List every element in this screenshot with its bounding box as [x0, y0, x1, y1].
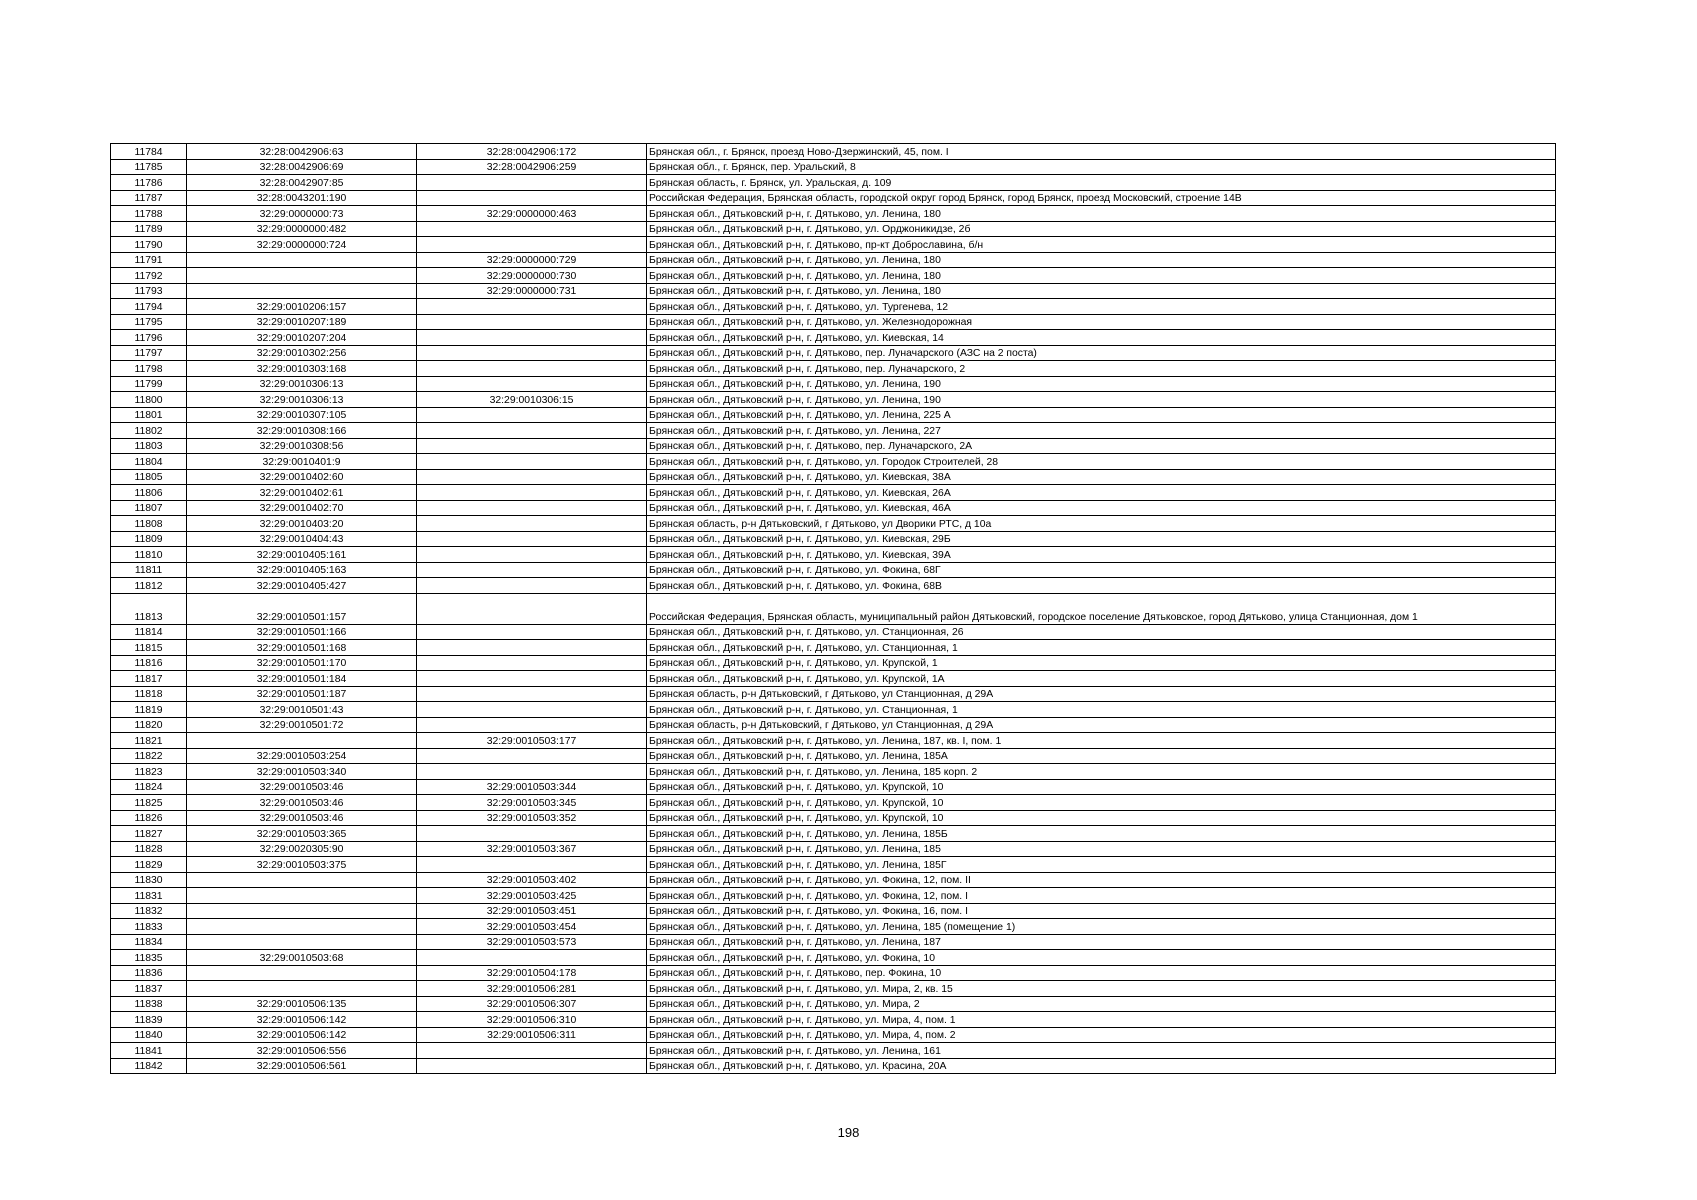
- row-number-cell: 11797: [111, 345, 187, 361]
- row-number-cell: 11813: [111, 593, 187, 624]
- address-cell: Брянская обл., Дятьковский р-н, г. Дятьково, ул. Ленина, 185 (помещение 1): [647, 919, 1556, 935]
- object-number-cell: [417, 702, 647, 718]
- cadastral-number-cell: 32:29:0010207:189: [187, 314, 417, 330]
- object-number-cell: 32:29:0010503:402: [417, 872, 647, 888]
- address-cell: Брянская обл., Дятьковский р-н, г. Дятьково, ул. Мира, 4, пом. 1: [647, 1012, 1556, 1028]
- address-cell: Брянская обл., Дятьковский р-н, г. Дятьково, ул. Станционная, 1: [647, 702, 1556, 718]
- table-row: [111, 330, 1556, 346]
- table-row: [111, 981, 1556, 997]
- object-number-cell: [417, 562, 647, 578]
- table-row: [111, 733, 1556, 749]
- table-row: [111, 1012, 1556, 1028]
- cadastral-number-cell: 32:29:0010506:561: [187, 1058, 417, 1074]
- address-cell: Брянская обл., Дятьковский р-н, г. Дятьково, ул. Фокина, 16, пом. I: [647, 903, 1556, 919]
- cadastral-number-cell: [187, 965, 417, 981]
- object-number-cell: [417, 655, 647, 671]
- row-number-cell: 11786: [111, 175, 187, 191]
- address-cell: Брянская область, р-н Дятьковский, г Дятьково, ул Станционная, д 29А: [647, 686, 1556, 702]
- row-number-cell: 11810: [111, 547, 187, 563]
- row-number-cell: 11831: [111, 888, 187, 904]
- address-cell: Брянская обл., Дятьковский р-н, г. Дятьково, ул. Городок Строителей, 28: [647, 454, 1556, 470]
- object-number-cell: [417, 547, 647, 563]
- object-number-cell: [417, 516, 647, 532]
- object-number-cell: [417, 299, 647, 315]
- cadastral-number-cell: [187, 888, 417, 904]
- address-cell: Брянская обл., Дятьковский р-н, г. Дятьково, ул. Киевская, 14: [647, 330, 1556, 346]
- row-number-cell: 11817: [111, 671, 187, 687]
- row-number-cell: 11825: [111, 795, 187, 811]
- row-number-cell: 11803: [111, 438, 187, 454]
- cadastral-number-cell: 32:29:0010402:70: [187, 500, 417, 516]
- address-cell: Брянская обл., Дятьковский р-н, г. Дятьково, ул. Фокина, 12, пом. I: [647, 888, 1556, 904]
- address-cell: Брянская обл., Дятьковский р-н, г. Дятьково, ул. Крупской, 10: [647, 795, 1556, 811]
- object-number-cell: 32:28:0042906:172: [417, 144, 647, 160]
- object-number-cell: [417, 578, 647, 594]
- cadastral-number-cell: 32:29:0010503:254: [187, 748, 417, 764]
- cadastral-number-cell: [187, 903, 417, 919]
- address-cell: Брянская обл., Дятьковский р-н, г. Дятьково, ул. Фокина, 12, пом. II: [647, 872, 1556, 888]
- address-cell: Брянская обл., Дятьковский р-н, г. Дятьково, ул. Крупской, 10: [647, 779, 1556, 795]
- table-row: [111, 407, 1556, 423]
- table-row: [111, 934, 1556, 950]
- object-number-cell: [417, 1043, 647, 1059]
- cadastral-number-cell: 32:29:0010302:256: [187, 345, 417, 361]
- object-number-cell: 32:29:0010503:367: [417, 841, 647, 857]
- address-cell: Российская Федерация, Брянская область, городской округ город Брянск, город Брянск, проезд Московский, строение 14В: [647, 190, 1556, 206]
- row-number-cell: 11840: [111, 1027, 187, 1043]
- table-row: [111, 423, 1556, 439]
- object-number-cell: 32:29:0010506:307: [417, 996, 647, 1012]
- object-number-cell: 32:29:0010503:352: [417, 810, 647, 826]
- cadastral-number-cell: [187, 283, 417, 299]
- cadastral-number-cell: 32:29:0010506:142: [187, 1012, 417, 1028]
- address-cell: Брянская обл., Дятьковский р-н, г. Дятьково, ул. Ленина, 227: [647, 423, 1556, 439]
- table-row: [111, 376, 1556, 392]
- address-cell: Брянская обл., Дятьковский р-н, г. Дятьково, ул. Мира, 4, пом. 2: [647, 1027, 1556, 1043]
- row-number-cell: 11837: [111, 981, 187, 997]
- row-number-cell: 11824: [111, 779, 187, 795]
- row-number-cell: 11816: [111, 655, 187, 671]
- address-cell: Брянская обл., Дятьковский р-н, г. Дятьково, ул. Орджоникидзе, 2б: [647, 221, 1556, 237]
- object-number-cell: [417, 407, 647, 423]
- object-number-cell: 32:29:0010503:344: [417, 779, 647, 795]
- table-row: [111, 826, 1556, 842]
- cadastral-number-cell: 32:29:0010503:365: [187, 826, 417, 842]
- table-row: [111, 547, 1556, 563]
- table-row: [111, 795, 1556, 811]
- table-row: [111, 283, 1556, 299]
- cadastral-number-cell: 32:29:0010306:13: [187, 376, 417, 392]
- cadastral-number-cell: 32:29:0010402:61: [187, 485, 417, 501]
- table-row: [111, 1027, 1556, 1043]
- table-row: [111, 779, 1556, 795]
- cadastral-number-cell: [187, 252, 417, 268]
- table-row: [111, 469, 1556, 485]
- object-number-cell: [417, 469, 647, 485]
- row-number-cell: 11819: [111, 702, 187, 718]
- row-number-cell: 11829: [111, 857, 187, 873]
- object-number-cell: 32:29:0010506:281: [417, 981, 647, 997]
- address-cell: Брянская обл., Дятьковский р-н, г. Дятьково, ул. Ленина, 180: [647, 268, 1556, 284]
- object-number-cell: 32:29:0010503:454: [417, 919, 647, 935]
- table-row: [111, 593, 1556, 624]
- cadastral-number-cell: 32:29:0010503:46: [187, 795, 417, 811]
- address-cell: Брянская обл., Дятьковский р-н, г. Дятьково, ул. Киевская, 29Б: [647, 531, 1556, 547]
- table-row: [111, 965, 1556, 981]
- row-number-cell: 11821: [111, 733, 187, 749]
- cadastral-number-cell: 32:29:0010503:68: [187, 950, 417, 966]
- row-number-cell: 11832: [111, 903, 187, 919]
- cadastral-number-cell: 32:29:0010506:556: [187, 1043, 417, 1059]
- row-number-cell: 11784: [111, 144, 187, 160]
- cadastral-number-cell: [187, 919, 417, 935]
- address-cell: Брянская обл., Дятьковский р-н, г. Дятьково, ул. Ленина, 187, кв. I, пом. 1: [647, 733, 1556, 749]
- table-row: [111, 686, 1556, 702]
- address-cell: Брянская область, р-н Дятьковский, г Дятьково, ул Станционная, д 29А: [647, 717, 1556, 733]
- cadastral-number-cell: 32:29:0000000:482: [187, 221, 417, 237]
- address-cell: Брянская обл., Дятьковский р-н, г. Дятьково, ул. Фокина, 68В: [647, 578, 1556, 594]
- cadastral-number-cell: 32:29:0010405:427: [187, 578, 417, 594]
- address-cell: Брянская обл., Дятьковский р-н, г. Дятьково, ул. Ленина, 190: [647, 376, 1556, 392]
- cadastral-number-cell: [187, 934, 417, 950]
- object-number-cell: 32:29:0010506:311: [417, 1027, 647, 1043]
- object-number-cell: 32:28:0042906:259: [417, 159, 647, 175]
- table-row: [111, 888, 1556, 904]
- table-row: [111, 392, 1556, 408]
- address-cell: Брянская обл., Дятьковский р-н, г. Дятьково, ул. Ленина, 161: [647, 1043, 1556, 1059]
- object-number-cell: [417, 221, 647, 237]
- row-number-cell: 11842: [111, 1058, 187, 1074]
- address-cell: Брянская обл., Дятьковский р-н, г. Дятьково, ул. Ленина, 180: [647, 283, 1556, 299]
- object-number-cell: [417, 764, 647, 780]
- table-row: [111, 702, 1556, 718]
- table-row: [111, 950, 1556, 966]
- cadastral-number-cell: 32:29:0010307:105: [187, 407, 417, 423]
- cadastral-number-cell: 32:29:0010303:168: [187, 361, 417, 377]
- row-number-cell: 11811: [111, 562, 187, 578]
- address-cell: Брянская обл., Дятьковский р-н, г. Дятьково, ул. Крупской, 10: [647, 810, 1556, 826]
- cadastral-number-cell: 32:29:0010501:168: [187, 640, 417, 656]
- cadastral-number-cell: 32:29:0010506:142: [187, 1027, 417, 1043]
- row-number-cell: 11823: [111, 764, 187, 780]
- row-number-cell: 11828: [111, 841, 187, 857]
- address-cell: Брянская обл., г. Брянск, проезд Ново-Дзержинский, 45, пом. I: [647, 144, 1556, 160]
- address-cell: Брянская обл., Дятьковский р-н, г. Дятьково, ул. Ленина, 185Г: [647, 857, 1556, 873]
- address-cell: Брянская обл., Дятьковский р-н, г. Дятьково, ул. Ленина, 190: [647, 392, 1556, 408]
- row-number-cell: 11809: [111, 531, 187, 547]
- object-number-cell: 32:29:0010503:345: [417, 795, 647, 811]
- table-row: [111, 252, 1556, 268]
- page-number: 198: [837, 1125, 860, 1140]
- address-cell: Брянская обл., Дятьковский р-н, г. Дятьково, ул. Ленина, 180: [647, 206, 1556, 222]
- address-cell: Брянская обл., Дятьковский р-н, г. Дятьково, ул. Станционная, 26: [647, 624, 1556, 640]
- address-cell: Брянская обл., Дятьковский р-н, г. Дятьково, ул. Киевская, 38А: [647, 469, 1556, 485]
- row-number-cell: 11806: [111, 485, 187, 501]
- cadastral-number-cell: 32:29:0010402:60: [187, 469, 417, 485]
- row-number-cell: 11789: [111, 221, 187, 237]
- cadastral-number-cell: 32:29:0010306:13: [187, 392, 417, 408]
- table-row: [111, 299, 1556, 315]
- address-cell: Брянская обл., Дятьковский р-н, г. Дятьково, ул. Ленина, 180: [647, 252, 1556, 268]
- table-row: [111, 268, 1556, 284]
- row-number-cell: 11801: [111, 407, 187, 423]
- address-cell: Брянская обл., Дятьковский р-н, г. Дятьково, ул. Фокина, 10: [647, 950, 1556, 966]
- table-row: [111, 1058, 1556, 1074]
- cadastral-number-cell: 32:28:0042907:85: [187, 175, 417, 191]
- address-cell: Брянская обл., Дятьковский р-н, г. Дятьково, пр-кт Доброславина, б/н: [647, 237, 1556, 253]
- object-number-cell: [417, 330, 647, 346]
- object-number-cell: [417, 345, 647, 361]
- address-cell: Брянская обл., Дятьковский р-н, г. Дятьково, ул. Ленина, 185А: [647, 748, 1556, 764]
- cadastral-number-cell: 32:29:0010404:43: [187, 531, 417, 547]
- row-number-cell: 11792: [111, 268, 187, 284]
- table-body: [111, 144, 1556, 1074]
- row-number-cell: 11807: [111, 500, 187, 516]
- table-row: [111, 516, 1556, 532]
- row-number-cell: 11834: [111, 934, 187, 950]
- table-row: [111, 841, 1556, 857]
- object-number-cell: [417, 376, 647, 392]
- object-number-cell: [417, 314, 647, 330]
- table-row: [111, 206, 1556, 222]
- cadastral-number-cell: 32:29:0010501:157: [187, 593, 417, 624]
- object-number-cell: 32:29:0010504:178: [417, 965, 647, 981]
- row-number-cell: 11836: [111, 965, 187, 981]
- row-number-cell: 11805: [111, 469, 187, 485]
- address-cell: Брянская обл., г. Брянск, пер. Уральский, 8: [647, 159, 1556, 175]
- object-number-cell: [417, 748, 647, 764]
- cadastral-number-cell: 32:29:0000000:73: [187, 206, 417, 222]
- object-number-cell: 32:29:0000000:729: [417, 252, 647, 268]
- cadastral-number-cell: [187, 733, 417, 749]
- object-number-cell: [417, 500, 647, 516]
- cadastral-number-cell: 32:29:0010403:20: [187, 516, 417, 532]
- cadastral-number-cell: 32:29:0010405:161: [187, 547, 417, 563]
- cadastral-number-cell: 32:29:0010501:43: [187, 702, 417, 718]
- object-number-cell: [417, 190, 647, 206]
- address-cell: Брянская обл., Дятьковский р-н, г. Дятьково, ул. Красина, 20А: [647, 1058, 1556, 1074]
- table-row: [111, 671, 1556, 687]
- cadastral-number-cell: 32:29:0010503:46: [187, 779, 417, 795]
- address-cell: Брянская обл., Дятьковский р-н, г. Дятьково, ул. Ленина, 187: [647, 934, 1556, 950]
- address-cell: Брянская обл., Дятьковский р-н, г. Дятьково, ул. Ленина, 185Б: [647, 826, 1556, 842]
- object-number-cell: 32:29:0010503:573: [417, 934, 647, 950]
- row-number-cell: 11793: [111, 283, 187, 299]
- cadastral-number-cell: 32:29:0010308:56: [187, 438, 417, 454]
- object-number-cell: 32:29:0000000:731: [417, 283, 647, 299]
- table-row: [111, 919, 1556, 935]
- object-number-cell: [417, 485, 647, 501]
- object-number-cell: 32:29:0010306:15: [417, 392, 647, 408]
- address-cell: Брянская обл., Дятьковский р-н, г. Дятьково, ул. Ленина, 185: [647, 841, 1556, 857]
- row-number-cell: 11790: [111, 237, 187, 253]
- row-number-cell: 11841: [111, 1043, 187, 1059]
- table-row: [111, 500, 1556, 516]
- table-row: [111, 1043, 1556, 1059]
- object-number-cell: [417, 593, 647, 624]
- object-number-cell: 32:29:0000000:730: [417, 268, 647, 284]
- cadastral-number-cell: 32:29:0010405:163: [187, 562, 417, 578]
- table-row: [111, 190, 1556, 206]
- address-cell: Брянская обл., Дятьковский р-н, г. Дятьково, ул. Мира, 2: [647, 996, 1556, 1012]
- object-number-cell: [417, 671, 647, 687]
- row-number-cell: 11833: [111, 919, 187, 935]
- row-number-cell: 11822: [111, 748, 187, 764]
- table-row: [111, 237, 1556, 253]
- object-number-cell: [417, 423, 647, 439]
- address-cell: Брянская обл., Дятьковский р-н, г. Дятьково, ул. Киевская, 26А: [647, 485, 1556, 501]
- row-number-cell: 11798: [111, 361, 187, 377]
- table-row: [111, 221, 1556, 237]
- cadastral-number-cell: 32:28:0042906:69: [187, 159, 417, 175]
- address-cell: Брянская обл., Дятьковский р-н, г. Дятьково, ул. Киевская, 46А: [647, 500, 1556, 516]
- table-row: [111, 810, 1556, 826]
- address-cell: Брянская обл., Дятьковский р-н, г. Дятьково, ул. Мира, 2, кв. 15: [647, 981, 1556, 997]
- object-number-cell: 32:29:0010506:310: [417, 1012, 647, 1028]
- table-row: [111, 485, 1556, 501]
- object-number-cell: [417, 717, 647, 733]
- row-number-cell: 11820: [111, 717, 187, 733]
- row-number-cell: 11800: [111, 392, 187, 408]
- object-number-cell: [417, 1058, 647, 1074]
- row-number-cell: 11785: [111, 159, 187, 175]
- table-row: [111, 531, 1556, 547]
- cadastral-number-cell: 32:29:0010206:157: [187, 299, 417, 315]
- cadastral-number-cell: 32:29:0010501:166: [187, 624, 417, 640]
- cadastral-number-cell: 32:29:0010401:9: [187, 454, 417, 470]
- address-cell: Брянская область, р-н Дятьковский, г Дятьково, ул Дворики РТС, д 10а: [647, 516, 1556, 532]
- address-cell: Брянская обл., Дятьковский р-н, г. Дятьково, ул. Тургенева, 12: [647, 299, 1556, 315]
- cadastral-number-cell: 32:29:0010501:170: [187, 655, 417, 671]
- row-number-cell: 11835: [111, 950, 187, 966]
- row-number-cell: 11796: [111, 330, 187, 346]
- table-row: [111, 438, 1556, 454]
- address-cell: Российская Федерация, Брянская область, муниципальный район Дятьковский, городское поселение Дятьковское, город Дятьково, улица Станционная, дом 1: [647, 593, 1556, 624]
- object-number-cell: [417, 175, 647, 191]
- object-number-cell: 32:29:0010503:451: [417, 903, 647, 919]
- address-cell: Брянская обл., Дятьковский р-н, г. Дятьково, пер. Фокина, 10: [647, 965, 1556, 981]
- address-cell: Брянская обл., Дятьковский р-н, г. Дятьково, ул. Ленина, 185 корп. 2: [647, 764, 1556, 780]
- cadastral-number-cell: 32:29:0010308:166: [187, 423, 417, 439]
- address-cell: Брянская обл., Дятьковский р-н, г. Дятьково, ул. Крупской, 1: [647, 655, 1556, 671]
- row-number-cell: 11814: [111, 624, 187, 640]
- table-row: [111, 655, 1556, 671]
- cadastral-number-cell: 32:29:0020305:90: [187, 841, 417, 857]
- cadastral-number-cell: 32:28:0043201:190: [187, 190, 417, 206]
- row-number-cell: 11815: [111, 640, 187, 656]
- row-number-cell: 11818: [111, 686, 187, 702]
- object-number-cell: [417, 531, 647, 547]
- cadastral-number-cell: 32:29:0010207:204: [187, 330, 417, 346]
- object-number-cell: [417, 361, 647, 377]
- row-number-cell: 11827: [111, 826, 187, 842]
- address-cell: Брянская область, г. Брянск, ул. Уральская, д. 109: [647, 175, 1556, 191]
- row-number-cell: 11808: [111, 516, 187, 532]
- table-row: [111, 175, 1556, 191]
- object-number-cell: [417, 640, 647, 656]
- object-number-cell: [417, 237, 647, 253]
- cadastral-number-cell: 32:29:0010501:184: [187, 671, 417, 687]
- row-number-cell: 11802: [111, 423, 187, 439]
- table-row: [111, 314, 1556, 330]
- cadastral-number-cell: [187, 872, 417, 888]
- row-number-cell: 11812: [111, 578, 187, 594]
- address-cell: Брянская обл., Дятьковский р-н, г. Дятьково, пер. Луначарского (АЗС на 2 поста): [647, 345, 1556, 361]
- table-row: [111, 144, 1556, 160]
- row-number-cell: 11791: [111, 252, 187, 268]
- address-cell: Брянская обл., Дятьковский р-н, г. Дятьково, пер. Луначарского, 2А: [647, 438, 1556, 454]
- row-number-cell: 11795: [111, 314, 187, 330]
- row-number-cell: 11787: [111, 190, 187, 206]
- row-number-cell: 11788: [111, 206, 187, 222]
- address-cell: Брянская обл., Дятьковский р-н, г. Дятьково, ул. Станционная, 1: [647, 640, 1556, 656]
- table-row: [111, 857, 1556, 873]
- address-cell: Брянская обл., Дятьковский р-н, г. Дятьково, ул. Крупской, 1А: [647, 671, 1556, 687]
- address-cell: Брянская обл., Дятьковский р-н, г. Дятьково, ул. Ленина, 225 А: [647, 407, 1556, 423]
- cadastral-number-cell: 32:29:0010506:135: [187, 996, 417, 1012]
- object-number-cell: [417, 950, 647, 966]
- object-number-cell: [417, 686, 647, 702]
- cadastral-table: [110, 143, 1556, 1074]
- table-row: [111, 624, 1556, 640]
- cadastral-number-cell: 32:29:0010501:187: [187, 686, 417, 702]
- cadastral-number-cell: 32:29:0010503:375: [187, 857, 417, 873]
- object-number-cell: [417, 438, 647, 454]
- table-row: [111, 345, 1556, 361]
- address-cell: Брянская обл., Дятьковский р-н, г. Дятьково, ул. Киевская, 39А: [647, 547, 1556, 563]
- object-number-cell: [417, 454, 647, 470]
- table-row: [111, 903, 1556, 919]
- row-number-cell: 11830: [111, 872, 187, 888]
- address-cell: Брянская обл., Дятьковский р-н, г. Дятьково, ул. Фокина, 68Г: [647, 562, 1556, 578]
- table-row: [111, 764, 1556, 780]
- row-number-cell: 11804: [111, 454, 187, 470]
- table-row: [111, 872, 1556, 888]
- cadastral-number-cell: 32:29:0000000:724: [187, 237, 417, 253]
- cadastral-number-cell: [187, 981, 417, 997]
- object-number-cell: 32:29:0010503:177: [417, 733, 647, 749]
- row-number-cell: 11838: [111, 996, 187, 1012]
- table-row: [111, 717, 1556, 733]
- table-row: [111, 748, 1556, 764]
- object-number-cell: [417, 857, 647, 873]
- row-number-cell: 11839: [111, 1012, 187, 1028]
- cadastral-number-cell: 32:29:0010503:340: [187, 764, 417, 780]
- cadastral-number-cell: [187, 268, 417, 284]
- row-number-cell: 11794: [111, 299, 187, 315]
- cadastral-number-cell: 32:29:0010503:46: [187, 810, 417, 826]
- table-row: [111, 640, 1556, 656]
- cadastral-number-cell: 32:28:0042906:63: [187, 144, 417, 160]
- object-number-cell: [417, 826, 647, 842]
- row-number-cell: 11799: [111, 376, 187, 392]
- object-number-cell: 32:29:0000000:463: [417, 206, 647, 222]
- address-cell: Брянская обл., Дятьковский р-н, г. Дятьково, ул. Железнодорожная: [647, 314, 1556, 330]
- object-number-cell: [417, 624, 647, 640]
- table-row: [111, 996, 1556, 1012]
- table-row: [111, 454, 1556, 470]
- table-row: [111, 159, 1556, 175]
- row-number-cell: 11826: [111, 810, 187, 826]
- table-row: [111, 562, 1556, 578]
- address-cell: Брянская обл., Дятьковский р-н, г. Дятьково, пер. Луначарского, 2: [647, 361, 1556, 377]
- table-row: [111, 361, 1556, 377]
- object-number-cell: 32:29:0010503:425: [417, 888, 647, 904]
- cadastral-number-cell: 32:29:0010501:72: [187, 717, 417, 733]
- table-row: [111, 578, 1556, 594]
